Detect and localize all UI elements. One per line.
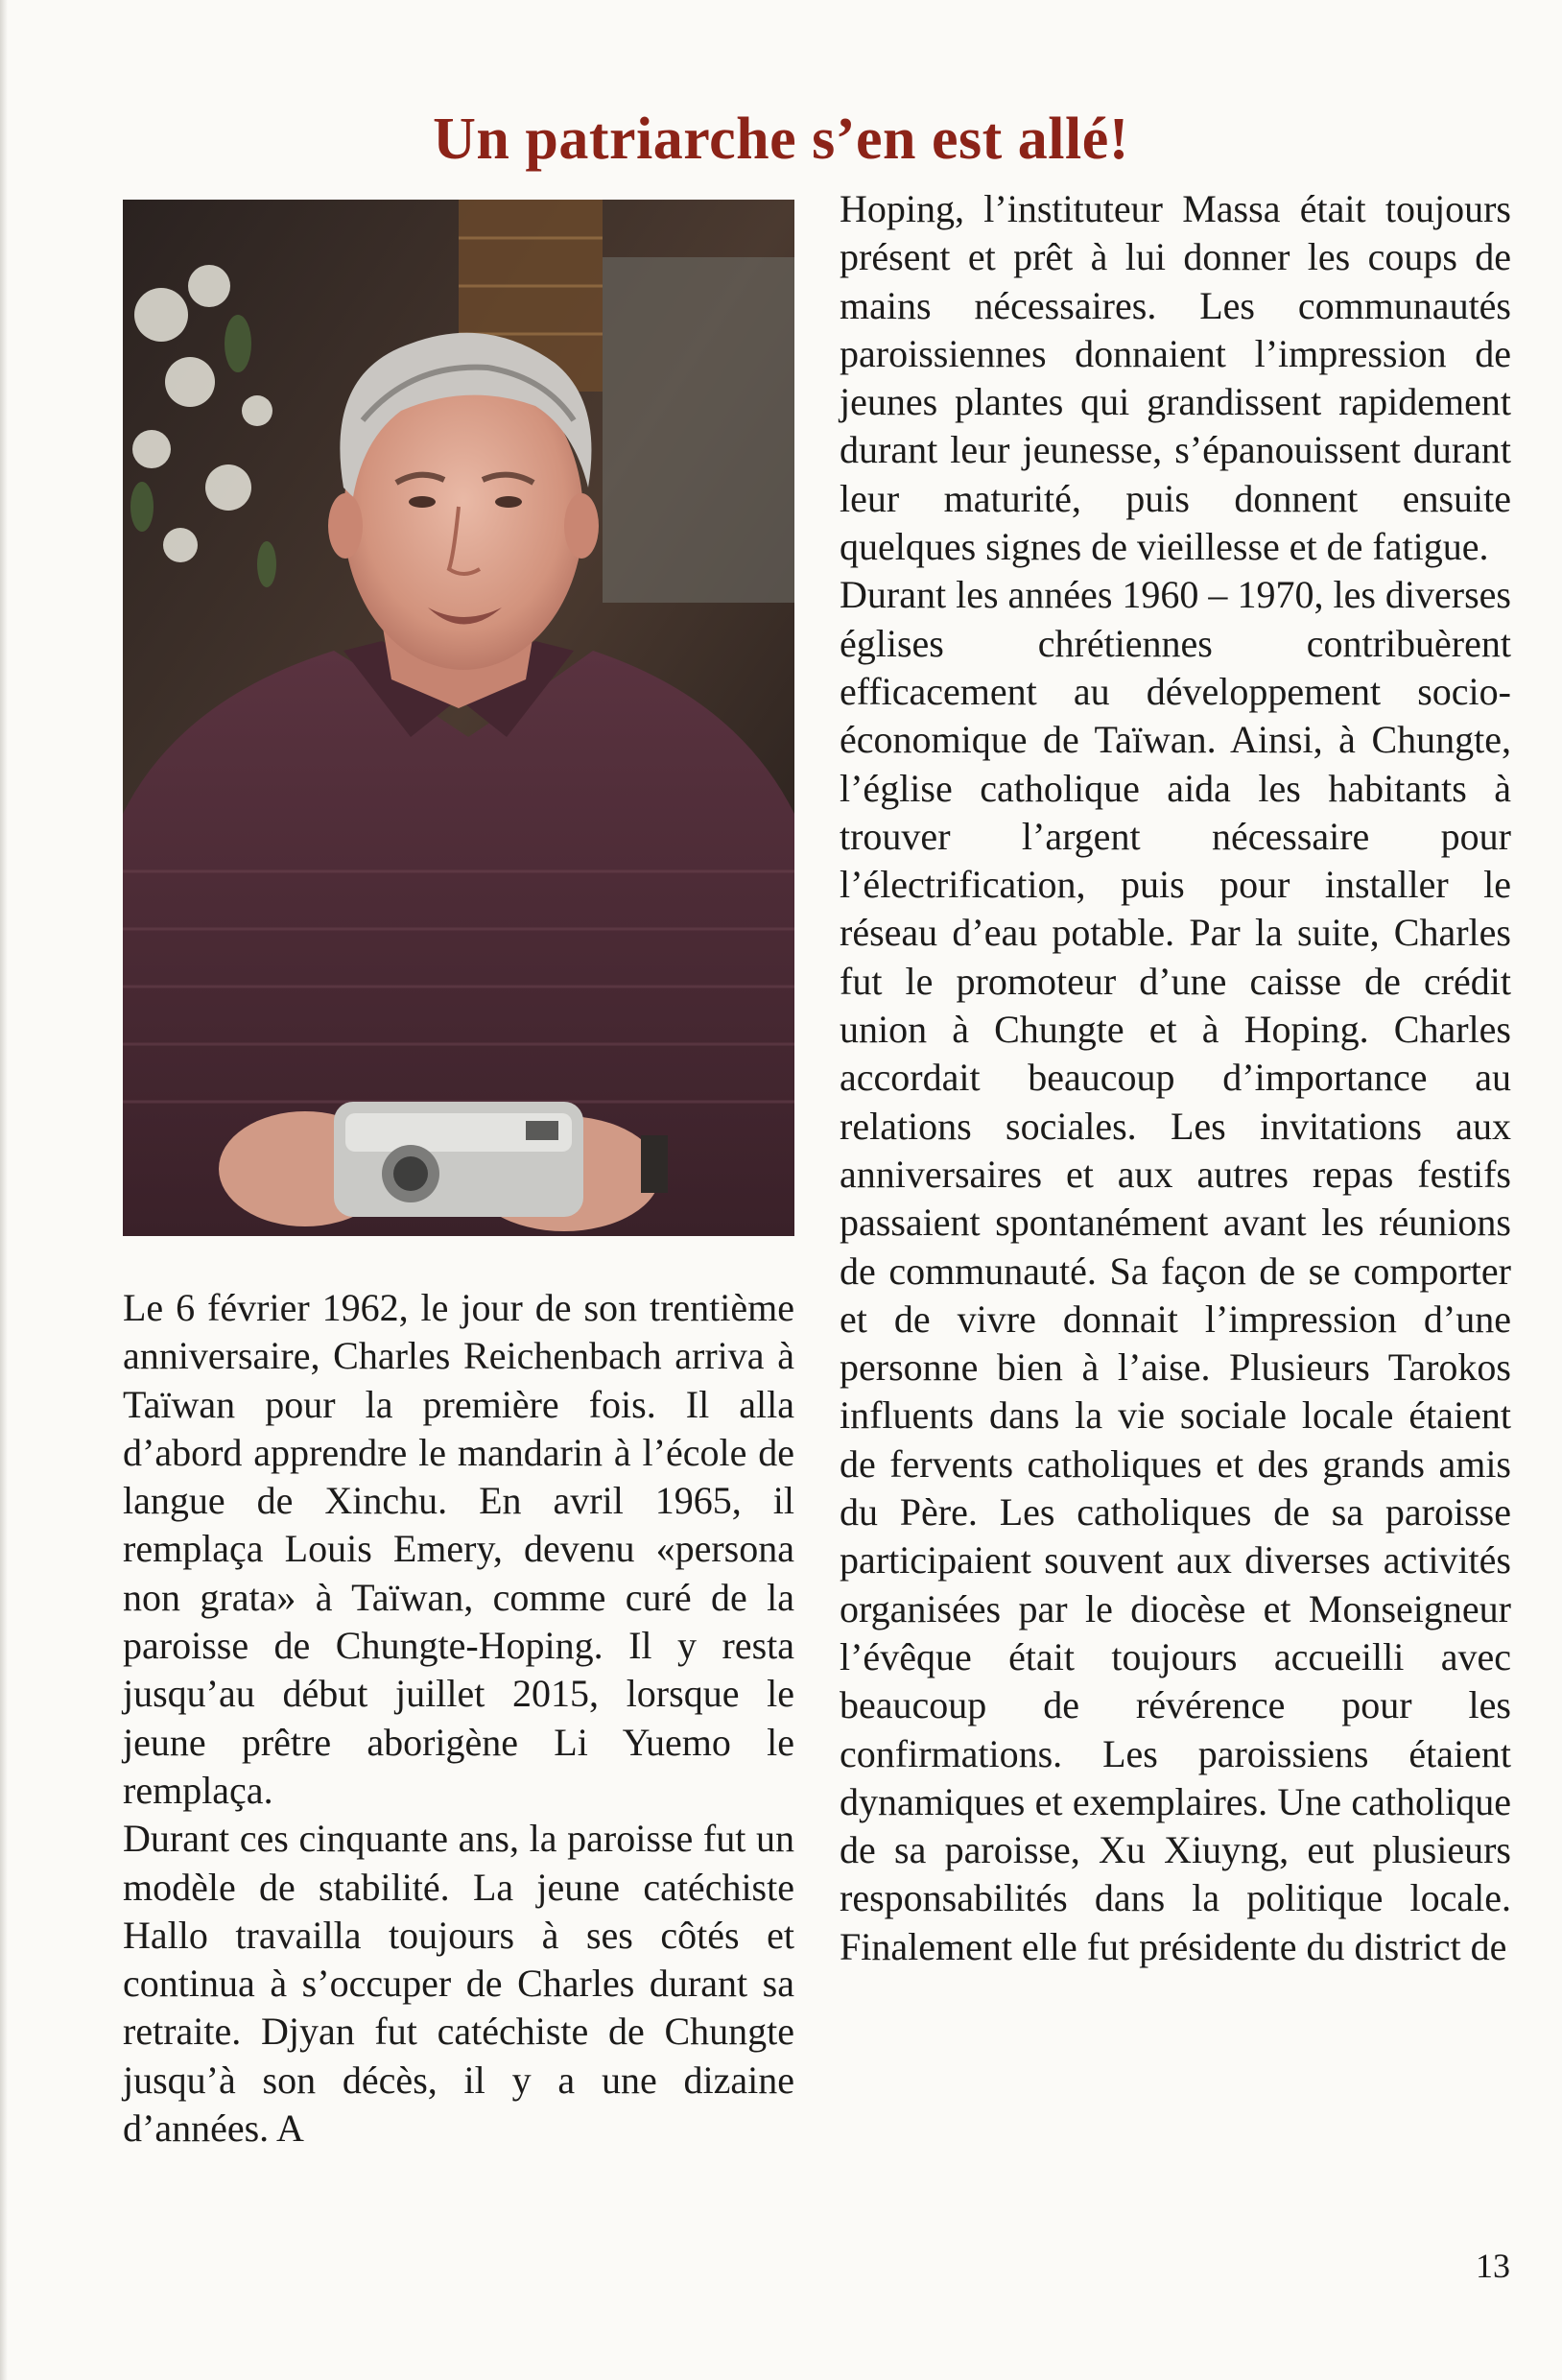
- paragraph: Durant les années 1960 – 1970, les diverses églises chrétiennes contribuèrent efficacement au développement socio-économique de Taïwan. Ainsi, à Chungte, l’église catholique aida les habitants à trouver l’argent nécessaire pour l’électrification, puis pour installer le réseau d’eau potable. Par la suite, Charles fut le promoteur d’une caisse de crédit union à Chungte et à Hoping. Charles accordait beaucoup d’importance au relations sociales. Les invitations aux anniversaires et aux autres repas festifs passaient spontanément avant les réunions de communauté. Sa façon de se comporter et de vivre donnait l’impression d’une personne bien à l’aise. Plusieurs Tarokos influents dans la vie sociale locale étaient de fervents catholiques et des grands amis du Père. Les catholiques de sa paroisse participaient souvent aux diverses activités organisées par le diocèse et Monseigneur l’évêque était toujours accueilli avec beaucoup de révérence pour les confirmations. Les paroissiens étaient dynamiques et exemplaires. Une catholique de sa paroisse, Xu Xiuyng, eut plusieurs responsabilités dans la politique locale. Finalement elle fut présidente du district de: [840, 573, 1511, 1968]
- page-title: Un patriarche s’en est allé!: [433, 106, 1129, 172]
- page-edge: [0, 0, 8, 2380]
- portrait-illustration: [123, 200, 794, 1236]
- right-column: [840, 185, 1511, 1971]
- page-number: 13: [1476, 2247, 1510, 2285]
- portrait-photo: [123, 200, 794, 1236]
- left-column: [123, 1284, 794, 2153]
- paragraph: Le 6 février 1962, le jour de son trentième anniversaire, Charles Reichenbach arriva à Taïwan pour la première fois. Il alla d’abord apprendre le mandarin à l’école de langue de Xinchu. En avril 1965, il remplaça Louis Emery, devenu «persona non grata» à Taïwan, comme curé de la paroisse de Chungte-Hoping. Il y resta jusqu’au début juillet 2015, lorsque le jeune prêtre aborigène Li Yuemo le remplaça.: [123, 1286, 794, 1812]
- paragraph: Hoping, l’instituteur Massa était toujours présent et prêt à lui donner les coups de mains nécessaires. Les communautés paroissiennes donnaient l’impression de jeunes plantes qui grandissent rapidement durant leur jeunesse, s’épanouissent durant leur maturité, puis donnent ensuite quelques signes de vieillesse et de fatigue.: [840, 187, 1511, 569]
- paragraph: Durant ces cinquante ans, la paroisse fut un modèle de stabilité. La jeune catéchiste Hallo travailla toujours à ses côtés et continua à s’occuper de Charles durant sa retraite. Djyan fut catéchiste de Chungte jusqu’à son décès, il y a une dizaine d’années. A: [123, 1817, 794, 2151]
